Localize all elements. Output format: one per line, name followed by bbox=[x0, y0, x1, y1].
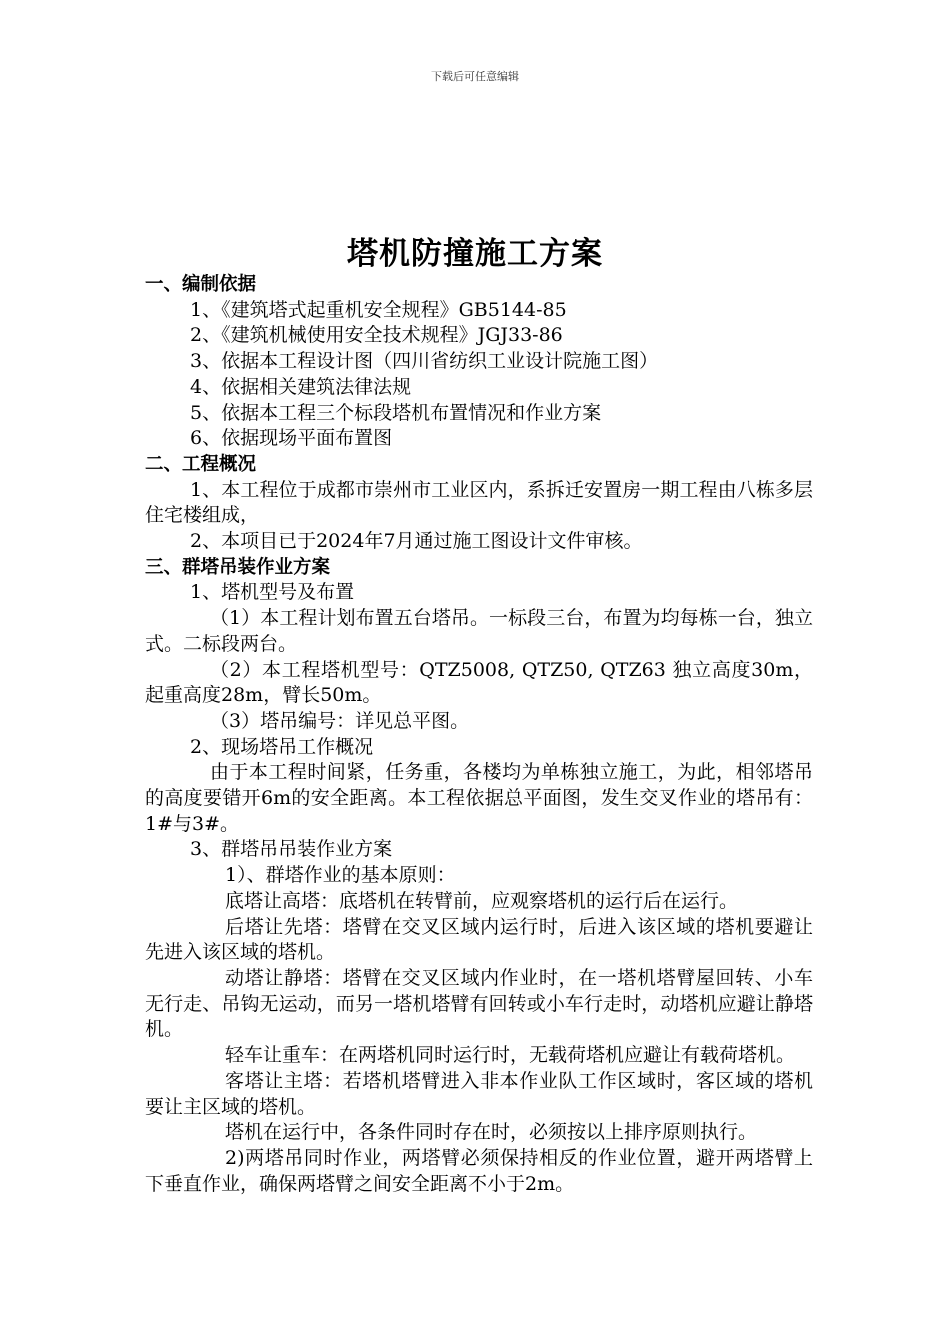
rule-priority-order: 塔机在运行中，各条件同时存在时，必须按以上排序原则执行。 bbox=[225, 1121, 758, 1144]
basis-item-2: 2、《建筑机械使用安全技术规程》JGJ33-86 bbox=[190, 324, 563, 347]
basis-item-1: 1、《建筑塔式起重机安全规程》GB5144-85 bbox=[190, 298, 567, 321]
document-body bbox=[145, 272, 813, 1197]
subheading-group-plan: 3、群塔吊吊装作业方案 bbox=[190, 838, 393, 861]
crane-layout-paragraph: （1）本工程计划布置五台塔吊。一标段三台，布置为均每栋一台，独立式。二标段两台。 bbox=[145, 607, 813, 655]
principles-heading: 1）、群塔作业的基本原则： bbox=[225, 864, 456, 887]
crane-numbering-paragraph: （3）塔吊编号：详见总平图。 bbox=[210, 709, 470, 732]
subheading-site-overview: 2、现场塔吊工作概况 bbox=[190, 735, 374, 758]
section-heading-2: 二、工程概况 bbox=[145, 453, 257, 475]
basis-item-6: 6、依据现场平面布置图 bbox=[190, 427, 393, 450]
rule-moving-yields-static: 动塔让静塔：塔臂在交叉区域内作业时，在一塔机塔臂屋回转、小车无行走、吊钩无运动，而另一塔机塔臂有回转或小车行走时，动塔机应避让静塔机。 bbox=[145, 966, 813, 1041]
crane-models-paragraph: （2）本工程塔机型号：QTZ5008, QTZ50, QTZ63 独立高度30m，起重高度28m，臂长50m。 bbox=[145, 658, 813, 707]
basis-item-5: 5、依据本工程三个标段塔机布置情况和作业方案 bbox=[190, 401, 602, 424]
rule-later-yields-earlier: 后塔让先塔：塔臂在交叉区域内运行时，后进入该区域的塔机要避让先进入该区域的塔机。 bbox=[145, 915, 813, 964]
section-heading-1: 一、编制依据 bbox=[145, 274, 257, 295]
rule-light-yields-heavy: 轻车让重车：在两塔机同时运行时，无载荷塔机应避让有载荷塔机。 bbox=[225, 1044, 796, 1067]
subheading-crane-models: 1、塔机型号及布置 bbox=[190, 581, 355, 604]
page-title: 塔机防撞施工方案 bbox=[347, 236, 603, 272]
section-heading-3: 三、群塔吊装作业方案 bbox=[145, 556, 331, 578]
site-overview-paragraph: 由于本工程时间紧，任务重，各楼均为单栋独立施工，为此，相邻塔吊的高度要错开6m的安全距离。本工程依据总平面图，发生交叉作业的塔吊有：1#与3#。 bbox=[145, 761, 813, 835]
rule-low-yields-high: 底塔让高塔：底塔机在转臂前，应观察塔机的运行后在运行。 bbox=[225, 889, 739, 912]
basis-item-3: 3、依据本工程设计图（四川省纺织工业设计院施工图） bbox=[190, 350, 659, 373]
basis-item-4: 4、依据相关建筑法律法规 bbox=[190, 375, 412, 398]
simultaneous-operation-paragraph: 2)两塔吊同时作业，两塔臂必须保持相反的作业位置，避开两塔臂上下垂直作业，确保两塔臂之间安全距离不小于2m。 bbox=[145, 1146, 813, 1195]
header-note: 下载后可任意编辑 bbox=[431, 70, 519, 83]
overview-paragraph-2: 2、本项目已于2024年7月通过施工图设计文件审核。 bbox=[190, 530, 643, 553]
rule-guest-yields-host: 客塔让主塔：若塔机塔臂进入非本作业队工作区域时，客区域的塔机要让主区域的塔机。 bbox=[145, 1069, 813, 1118]
overview-paragraph-1: 1、本工程位于成都市崇州市工业区内，系拆迁安置房一期工程由八栋多层住宅楼组成， bbox=[145, 478, 813, 527]
